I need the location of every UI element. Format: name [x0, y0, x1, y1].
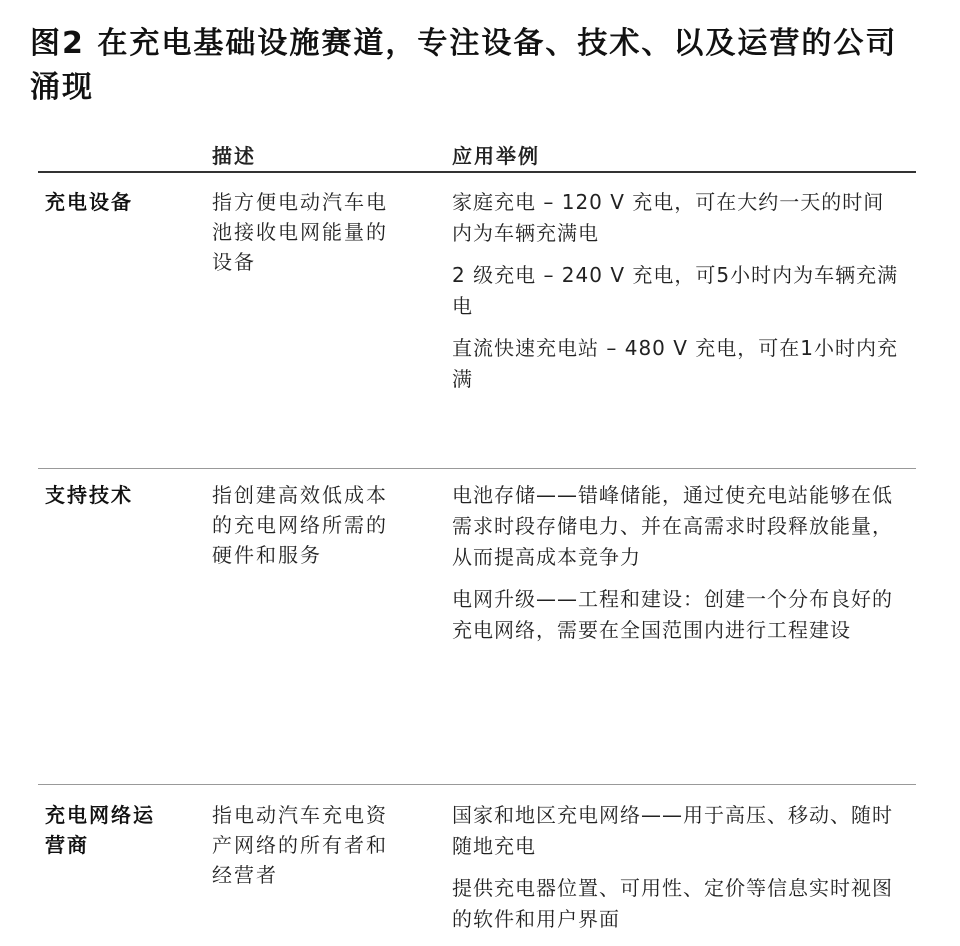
- row-divider: [38, 784, 916, 785]
- row-description-charging-equipment: 指方便电动汽车电池接收电网能量的设备: [212, 190, 388, 274]
- column-header-examples: 应用举例: [452, 144, 540, 168]
- row-label-supporting-technology: 支持技术: [45, 483, 133, 507]
- example-item: 提供充电器位置、可用性、定价等信息实时视图的软件和用户界面: [452, 876, 893, 931]
- example-item: 国家和地区充电网络——用于高压、移动、随时随地充电: [452, 803, 893, 858]
- header-divider: [38, 171, 916, 173]
- row-label-charging-equipment: 充电设备: [45, 190, 133, 214]
- row-description-supporting-technology: 指创建高效低成本的充电网络所需的硬件和服务: [212, 483, 388, 567]
- example-item: 2 级充电 – 240 V 充电，可5小时内为车辆充满电: [452, 263, 899, 318]
- example-item: 直流快速充电站 – 480 V 充电，可在1小时内充满: [452, 336, 899, 391]
- row-examples-supporting-technology: [452, 480, 902, 657]
- row-divider: [38, 468, 916, 469]
- row-description-charging-network-operator: 指电动汽车充电资产网络的所有者和经营者: [212, 803, 388, 887]
- row-label-charging-network-operator: 充电网络运营商: [45, 803, 155, 857]
- figure-title: 图2 在充电基础设施赛道，专注设备、技术、以及运营的公司涌现: [30, 26, 898, 105]
- row-examples-charging-network-operator: [452, 800, 902, 946]
- column-header-description: 描述: [212, 144, 256, 168]
- row-examples-charging-equipment: [452, 187, 902, 406]
- example-item: 电池存储——错峰储能，通过使充电站能够在低需求时段存储电力、并在高需求时段释放能量，从而提高成本竞争力: [452, 483, 893, 569]
- example-item: 电网升级——工程和建设：创建一个分布良好的充电网络，需要在全国范围内进行工程建设: [452, 587, 893, 642]
- example-item: 家庭充电 – 120 V 充电，可在大约一天的时间内为车辆充满电: [452, 190, 885, 245]
